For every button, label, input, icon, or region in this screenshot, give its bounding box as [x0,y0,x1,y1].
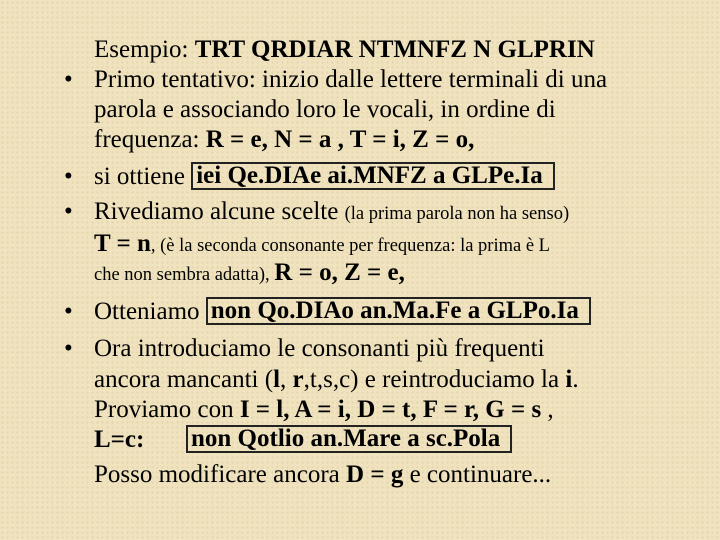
b4-line [94,297,591,327]
b5-l2-e: . [572,366,579,393]
b5-l3-a: Proviamo con [94,396,240,423]
b3-t-equals-n: T = n [94,230,151,257]
b3-line-1-a: Rivediamo alcune scelte [94,198,345,225]
b5-l2-i: i [565,366,573,393]
b3-line-3-small: che non sembra adatta), [94,265,275,285]
bullet-4: • [64,298,73,325]
b4-boxed-result: non Qo.DIAo an.Ma.Fe a GLPo.Ia [206,297,591,325]
b2-line [94,162,555,192]
b5-l3-substitutions: I = l, A = i, D = t, F = r, G = s [239,396,542,423]
b3-line-3-bold: R = o, Z = e, [274,259,405,286]
b3-line-3 [94,258,405,290]
b1-line-3 [94,125,474,155]
ciphertext: TRT QRDIAR NTMNFZ N GLPRIN [194,36,595,63]
b5-line-1: Ora introduciamo le consonanti più frequenti [94,335,545,362]
b3-line-2-rest: , (è la seconda consonante per frequenza: la prima è L [150,236,550,256]
example-label: Esempio: [94,36,189,63]
b5-l2-l: l [273,366,281,393]
b5-boxed-result: non Qotlio an.Mare a sc.Pola [186,425,512,453]
b3-line-1-b: (la prima parola non ha senso) [344,204,570,224]
b4-pre: Otteniamo [94,298,206,325]
b5-l2-a: ancora mancanti ( [94,366,274,393]
b5-l2-c: , [280,366,293,393]
b5-line-5 [94,460,551,490]
b5-l2-r: r [292,366,304,393]
b1-line-2: parola e associando loro le vocali, in ordine di [94,96,556,123]
b5-line-4 [94,425,512,455]
bullet-1: • [64,66,73,93]
b3-line-1 [94,197,569,229]
b5-l3-c: , [541,396,554,423]
example-line [94,35,595,65]
b5-line-3 [94,395,554,425]
b2-boxed-result: iei Qe.DIAe ai.MNFZ a GLPe.Ia [191,162,554,190]
b2-pre: si ottiene [94,163,192,190]
bullet-2: • [64,163,73,190]
b1-line-3-pre: frequenza: [94,126,206,153]
b5-l5-b: D = g [346,461,404,488]
b1-line-1: Primo tentativo: inizio dalle lettere terminali di una [94,66,608,93]
bullet-5: • [64,335,73,362]
b1-substitutions: R = e, N = a , T = i, Z = o, [205,126,475,153]
b5-l5-a: Posso modificare ancora [94,461,347,488]
b3-line-2 [94,229,550,261]
b5-line-2 [94,365,579,395]
b5-l2-d: ,t,s,c) e reintroduciamo la [303,366,566,393]
bullet-3: • [64,198,73,225]
b5-l5-c: e continuare... [403,461,552,488]
b5-l4-lc: L=c: [94,426,145,453]
